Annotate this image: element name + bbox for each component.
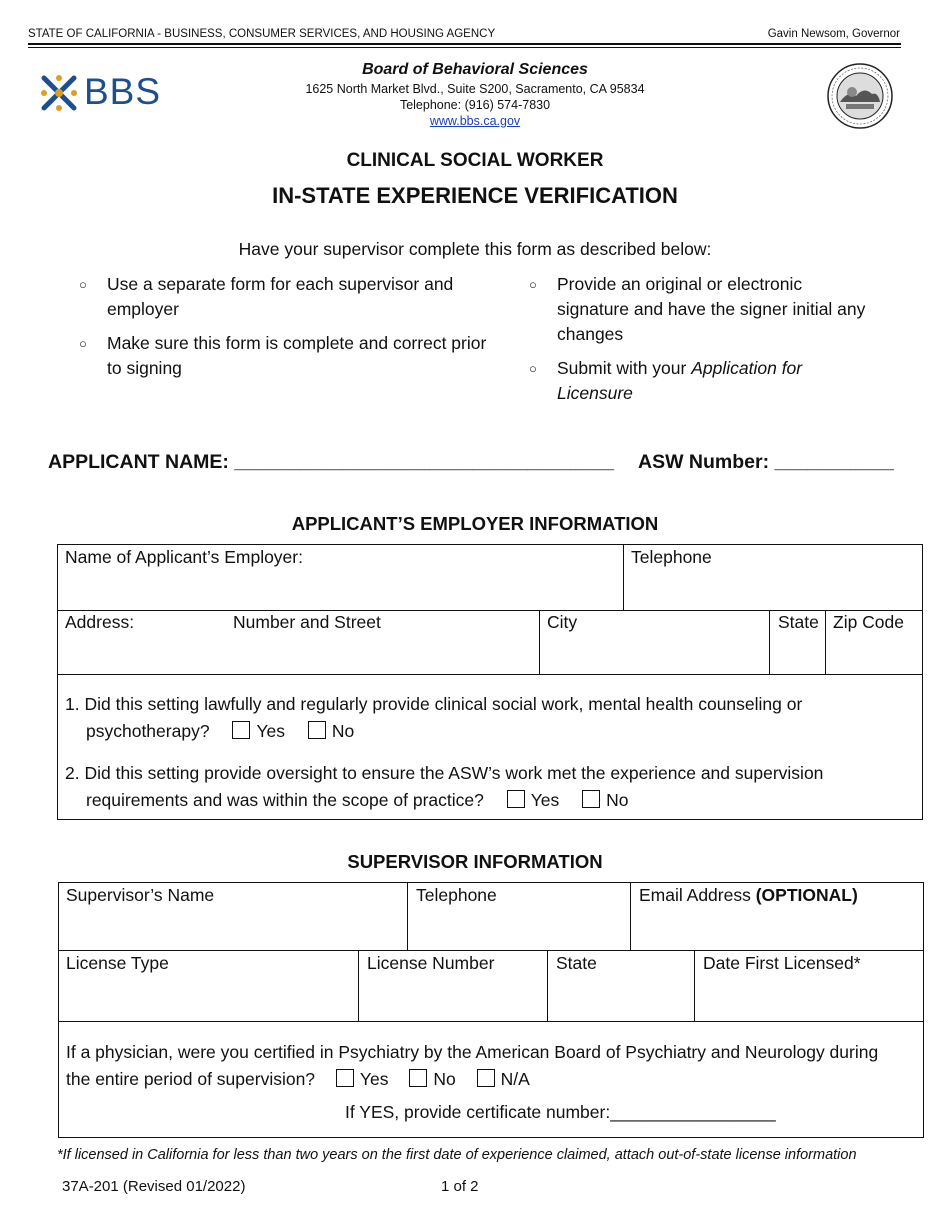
- form-title-line2: IN-STATE EXPERIENCE VERIFICATION: [272, 183, 678, 208]
- physician-question-text: If a physician, were you certified in Psychiatry by the American Board of Psychiatry and Neurology during: [66, 1042, 879, 1062]
- applicant-name-field[interactable]: [48, 451, 614, 474]
- form-number: 37A-201 (Revised 01/2022): [62, 1178, 246, 1195]
- bullet-separate-form: ○ Use a separate form for each supervisor and employer: [79, 274, 454, 319]
- checkbox-icon: [336, 1069, 354, 1087]
- bullet-circle-icon: ○: [529, 361, 537, 376]
- form-title-line1: CLINICAL SOCIAL WORKER: [346, 150, 604, 171]
- checkbox-icon: [582, 790, 600, 808]
- bullet-circle-icon: ○: [79, 336, 87, 351]
- governor-name: Gavin Newsom, Governor: [767, 28, 900, 40]
- supervisor-telephone-cell[interactable]: Telephone: [416, 885, 497, 905]
- employer-zip-cell[interactable]: Zip Code: [833, 612, 905, 632]
- license-state-cell[interactable]: State: [556, 953, 597, 973]
- board-address: 1625 North Market Blvd., Suite S200, Sacramento, CA 95834: [305, 82, 645, 96]
- employer-city-cell[interactable]: City: [547, 612, 578, 632]
- page-number: 1 of 2: [441, 1178, 479, 1195]
- employer-name-cell[interactable]: Name of Applicant’s Employer:: [65, 547, 303, 567]
- physician-na-checkbox[interactable]: N/A: [477, 1069, 530, 1089]
- intro-text: Have your supervisor complete this form as described below:: [238, 239, 712, 259]
- board-website-link[interactable]: www.bbs.ca.gov: [429, 114, 521, 128]
- physician-yes-checkbox[interactable]: Yes: [336, 1069, 389, 1089]
- employer-section-heading: APPLICANT’S EMPLOYER INFORMATION: [291, 513, 659, 534]
- supervisor-email-cell[interactable]: Email Address (OPTIONAL): [639, 885, 858, 905]
- supervisor-section-heading: SUPERVISOR INFORMATION: [347, 851, 603, 872]
- date-first-licensed-cell[interactable]: Date First Licensed*: [703, 953, 861, 973]
- checkbox-icon: [409, 1069, 427, 1087]
- checkbox-icon: [477, 1069, 495, 1087]
- header-rule-thin: [28, 47, 901, 48]
- employer-street-cell[interactable]: Number and Street: [233, 612, 381, 632]
- q1-no-checkbox[interactable]: No: [308, 721, 354, 741]
- header-rule-thick: [28, 43, 901, 45]
- checkbox-icon: [507, 790, 525, 808]
- question-2-answers: requirements and was within the scope of practice? Yes No: [86, 790, 629, 810]
- q1-yes-checkbox[interactable]: Yes: [232, 721, 285, 741]
- certificate-number-field[interactable]: If YES, provide certificate number:_________________: [345, 1102, 776, 1122]
- board-telephone: Telephone: (916) 574-7830: [399, 98, 551, 112]
- question-1-text: 1. Did this setting lawfully and regularly provide clinical social work, mental health counseling or: [65, 694, 803, 714]
- license-number-cell[interactable]: License Number: [367, 953, 495, 973]
- supervisor-name-cell[interactable]: Supervisor’s Name: [66, 885, 215, 905]
- applicant-name-blank[interactable]: ___________________________________: [234, 451, 614, 473]
- physician-question-answers: the entire period of supervision? Yes No N/A: [66, 1069, 530, 1089]
- bullet-submit: ○ Submit with your Application for Licensure: [529, 358, 803, 403]
- question-2-text: 2. Did this setting provide oversight to ensure the ASW’s work met the experience and supervision: [65, 763, 824, 783]
- bullet-circle-icon: ○: [79, 277, 87, 292]
- bullet-circle-icon: ○: [529, 277, 537, 292]
- bbs-logo-text: BBS: [84, 71, 162, 112]
- bullet-complete-correct: ○ Make sure this form is complete and correct prior to signing: [79, 333, 487, 378]
- physician-no-checkbox[interactable]: No: [409, 1069, 455, 1089]
- asw-number-label: ASW Number:: [638, 451, 770, 473]
- question-1-answers: psychotherapy? Yes No: [86, 721, 355, 741]
- employer-telephone-cell[interactable]: Telephone: [631, 547, 712, 567]
- bullet-signature: ○ Provide an original or electronic signature and have the signer initial any changes: [529, 274, 866, 344]
- q2-no-checkbox[interactable]: No: [582, 790, 628, 810]
- employer-state-cell[interactable]: State: [778, 612, 819, 632]
- checkbox-icon: [232, 721, 250, 739]
- license-type-cell[interactable]: License Type: [66, 953, 169, 973]
- california-seal-icon: [826, 62, 894, 130]
- asw-number-blank[interactable]: ___________: [774, 451, 894, 473]
- q2-yes-checkbox[interactable]: Yes: [507, 790, 560, 810]
- footnote: *If licensed in California for less than two years on the first date of experience claimed, attach out-of-state license information: [57, 1147, 857, 1163]
- supervisor-table: [58, 882, 924, 1138]
- employer-address-label: Address:: [65, 612, 135, 632]
- applicant-name-label: APPLICANT NAME:: [48, 451, 229, 473]
- asw-number-field[interactable]: [638, 451, 894, 474]
- checkbox-icon: [308, 721, 326, 739]
- board-name: Board of Behavioral Sciences: [362, 61, 588, 78]
- agency-line: STATE OF CALIFORNIA - BUSINESS, CONSUMER SERVICES, AND HOUSING AGENCY: [28, 28, 496, 40]
